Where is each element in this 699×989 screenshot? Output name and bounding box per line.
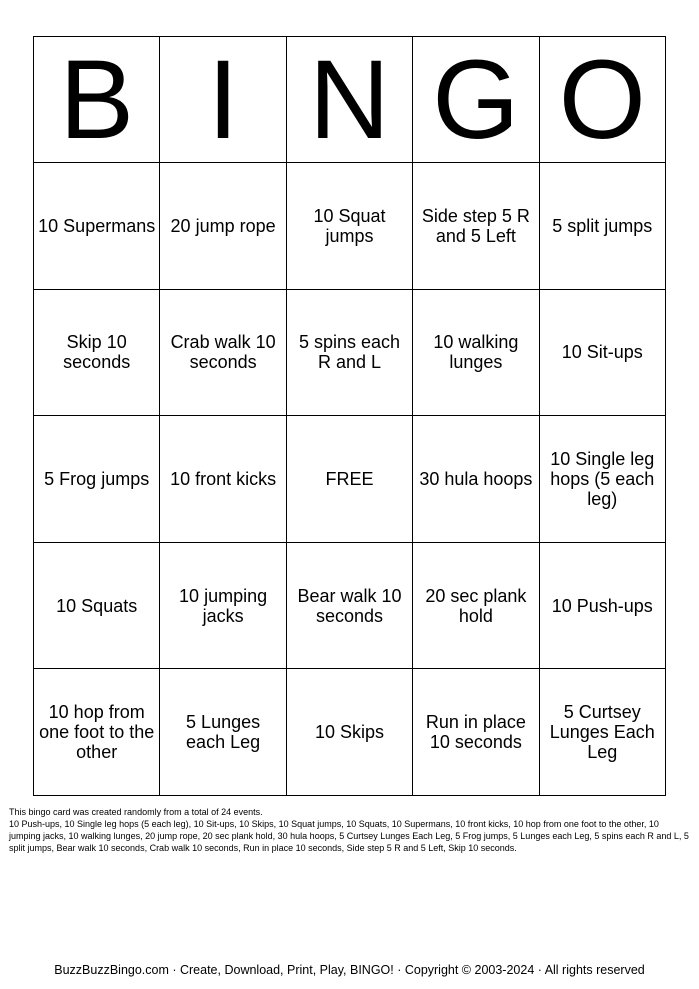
bingo-cell: Skip 10 seconds [34, 289, 160, 416]
bingo-row [34, 669, 666, 796]
copyright-footer: BuzzBuzzBingo.com · Create, Download, Print, Play, BINGO! · Copyright © 2003-2024 · All rights reserved [54, 963, 645, 977]
event-list-note [9, 806, 691, 854]
bingo-cell: 5 Frog jumps [34, 416, 160, 543]
bingo-row [34, 416, 666, 543]
bingo-cell: 10 hop from one foot to the other [34, 669, 160, 796]
bingo-row [34, 289, 666, 416]
header-letter-o: O [539, 37, 665, 163]
note-summary: This bingo card was created randomly from a total of 24 events. [9, 807, 263, 817]
bingo-cell: 10 Push-ups [539, 542, 665, 669]
bingo-cell: 10 Single leg hops (5 each leg) [539, 416, 665, 543]
note-event-list: 10 Push-ups, 10 Single leg hops (5 each leg), 10 Sit-ups, 10 Skips, 10 Squat jumps, 10 Squats, 10 Supermans, 10 front kicks, 10 hop from one foot to the other, 10 jumping jacks, 10 walking lunges, 20 jump rope, 20 sec plank hold, 30 hula hoops, 5 Curtsey Lunges Each Leg, 5 Frog jumps, 5 Lunges each Leg, 5 spins each R and L, 5 split jumps, Bear walk 10 seconds, Crab walk 10 seconds, Run in place 10 seconds, Side step 5 R and 5 Left, Skip 10 seconds. [9, 819, 689, 853]
bingo-cell: 10 Squats [34, 542, 160, 669]
bingo-cell: Side step 5 R and 5 Left [413, 163, 539, 290]
bingo-cell: 10 Supermans [34, 163, 160, 290]
bingo-cell: 30 hula hoops [413, 416, 539, 543]
bingo-cell: 10 walking lunges [413, 289, 539, 416]
bingo-cell: 5 split jumps [539, 163, 665, 290]
bingo-cell: 10 jumping jacks [160, 542, 286, 669]
bingo-cell: 10 Skips [286, 669, 412, 796]
bingo-cell: 5 Curtsey Lunges Each Leg [539, 669, 665, 796]
bingo-cell: 10 Squat jumps [286, 163, 412, 290]
header-letter-g: G [413, 37, 539, 163]
bingo-header-row [34, 37, 666, 163]
bingo-cell: 20 sec plank hold [413, 542, 539, 669]
header-letter-b: B [34, 37, 160, 163]
free-space-cell: FREE [286, 416, 412, 543]
bingo-cell: Crab walk 10 seconds [160, 289, 286, 416]
bingo-cell: Bear walk 10 seconds [286, 542, 412, 669]
bingo-cell: 5 Lunges each Leg [160, 669, 286, 796]
bingo-row [34, 163, 666, 290]
bingo-cell: 20 jump rope [160, 163, 286, 290]
bingo-row [34, 542, 666, 669]
bingo-card [33, 36, 666, 796]
bingo-cell: 10 Sit-ups [539, 289, 665, 416]
bingo-cell: 10 front kicks [160, 416, 286, 543]
header-letter-i: I [160, 37, 286, 163]
bingo-cell: Run in place 10 seconds [413, 669, 539, 796]
bingo-cell: 5 spins each R and L [286, 289, 412, 416]
header-letter-n: N [286, 37, 412, 163]
